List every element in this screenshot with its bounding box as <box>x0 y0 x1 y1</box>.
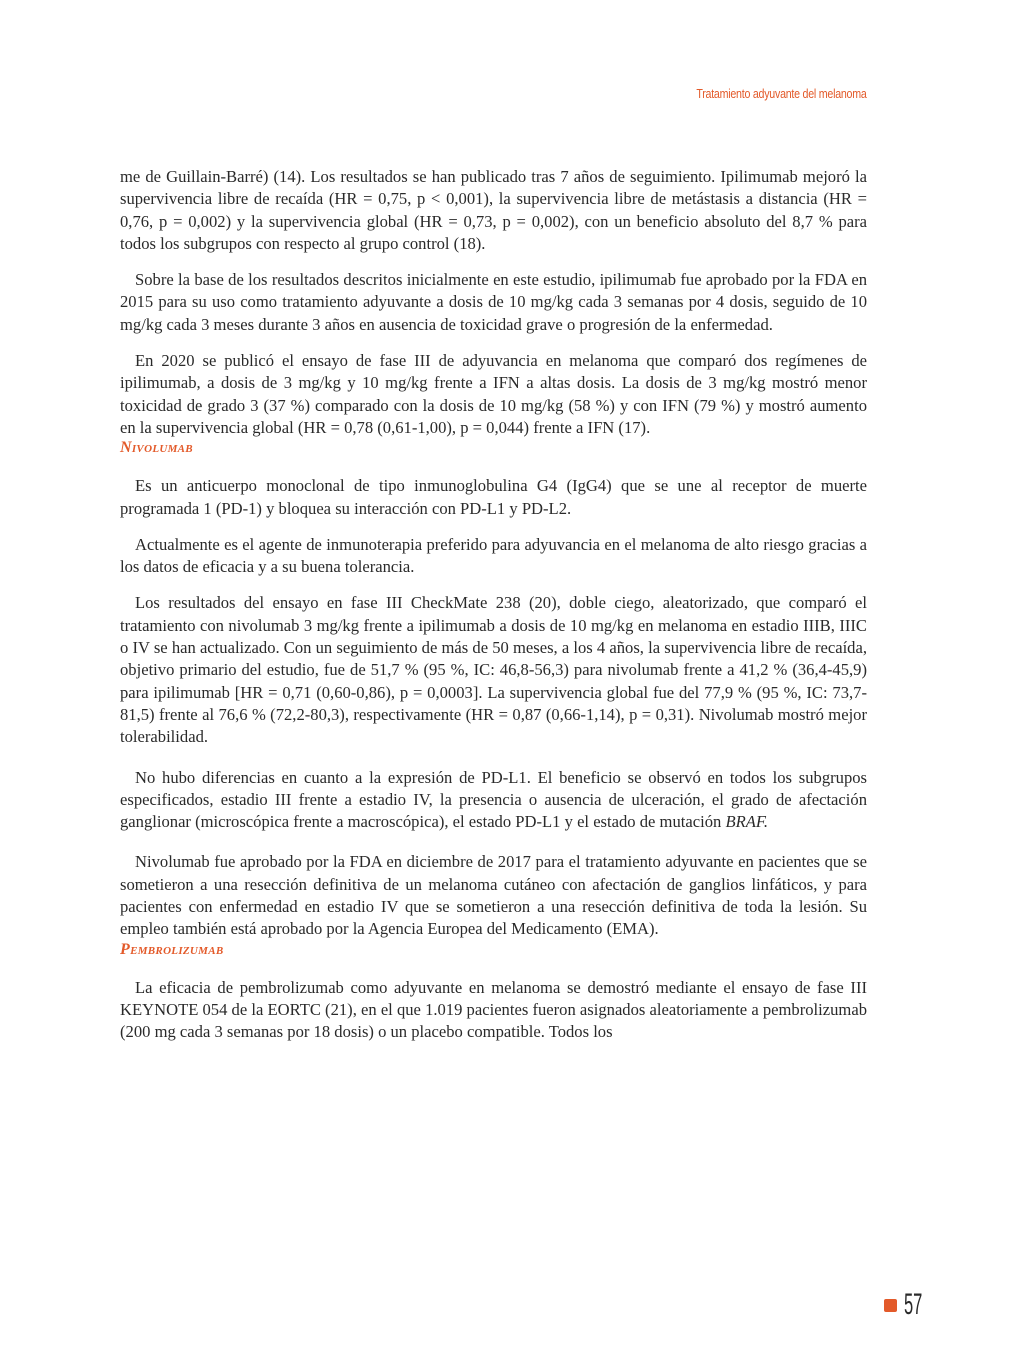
page-number: 57 <box>904 1288 923 1321</box>
page-marker-icon <box>884 1299 897 1312</box>
paragraph: En 2020 se publicó el ensayo de fase III de adyuvancia en melanoma que comparó dos regímenes de ipilimumab, a dosis de 3 mg/kg y 10 mg/kg frente a IFN a altas dosis. La dosis de 3 mg/kg mostró menor toxicidad de grado 3 (37 %) comparado con la dosis de 10 mg/kg (58 %) y con IFN (79 %) y mostró aumento en la supervivencia global (HR = 0,78 (0,61-1,00), p = 0,044) frente a IFN (17). <box>120 351 867 437</box>
section-title-pembrolizumab: Pembrolizumab <box>120 940 224 958</box>
paragraph: Es un anticuerpo monoclonal de tipo inmunoglobulina G4 (IgG4) que se une al receptor de muerte programada 1 (PD-1) y bloquea su interacción con PD-L1 y PD-L2. <box>120 476 867 518</box>
paragraph-text: No hubo diferencias en cuanto a la expresión de PD-L1. El beneficio se observó en todos los subgrupos especificados, estadio III frente a estadio IV, la presencia o ausencia de ulceración, el grado de afectación ganglionar (microscópica frente a macroscópica), el estado PD-L1 y el estado de mutación <box>120 767 867 832</box>
paragraph: La eficacia de pembrolizumab como adyuvante en melanoma se demostró mediante el ensayo de fase III KEYNOTE 054 de la EORTC (21), en el que 1.019 pacientes fueron asignados aleatoriamente a pembrolizumab (200 mg cada 3 semanas por 18 dosis) o un placebo compatible. Todos los <box>120 977 867 1042</box>
paragraph: Los resultados del ensayo en fase III CheckMate 238 (20), doble ciego, aleatorizado, que comparó el tratamiento con nivolumab 3 mg/kg frente a ipilimumab a dosis de 10 mg/kg en melanoma en estadio IIIB, IIIC o IV se han actualizado. Con un seguimiento de más de 50 meses, a los 4 años, la supervivencia libre de recaída, objetivo primario del estudio, fue de 51,7 % (95 %, IC: 46,8-56,3) para nivolumab frente a 41,2 % (36,4-45,9) para ipilimumab [HR = 0,71 (0,60-0,86), p = 0,0003]. La supervivencia global fue del 77,9 % (95 %, IC: 73,7-81,5) frente al 76,6 % (72,2-80,3), respectivamente (HR = 0,87 (0,66-1,14), p = 0,31). Nivolumab mostró mejor tolerabilidad. <box>120 593 867 747</box>
paragraph: Nivolumab fue aprobado por la FDA en diciembre de 2017 para el tratamiento adyuvante en pacientes que se sometieron a una resección definitiva de un melanoma cutáneo con afectación de ganglios linfáticos, y para pacientes con enfermedad en estadio IV que se sometieron a una resección definitiva de toda la lesión. Su empleo también está aprobado por la Agencia Europea del Medicamento (EMA). <box>120 852 867 939</box>
page-body <box>120 166 867 1044</box>
paragraph: Actualmente es el agente de inmunoterapia preferido para adyuvancia en el melanoma de alto riesgo gracias a los datos de eficacia y a su buena tolerancia. <box>120 534 867 577</box>
section-title-nivolumab: Nivolumab <box>120 439 193 457</box>
gene-name: BRAF. <box>725 812 768 832</box>
running-header: Tratamiento adyuvante del melanoma <box>696 86 867 101</box>
paragraph <box>120 767 867 834</box>
paragraph: Sobre la base de los resultados descritos inicialmente en este estudio, ipilimumab fue aprobado por la FDA en 2015 para su uso como tratamiento adyuvante a dosis de 10 mg/kg cada 3 semanas por 4 dosis, seguido de 10 mg/kg cada 3 meses durante 3 años en ausencia de toxicidad grave o progresión de la enfermedad. <box>120 270 867 334</box>
paragraph: me de Guillain-Barré) (14). Los resultados se han publicado tras 7 años de seguimiento. Ipilimumab mejoró la supervivencia libre de recaída (HR = 0,75, p < 0,001), la supervivencia libre de metástasis a distancia (HR = 0,76, p = 0,002) y la supervivencia global (HR = 0,73, p = 0,002), con un beneficio absoluto del 8,7 % para todos los subgrupos con respecto al grupo control (18). <box>120 167 867 253</box>
page-number-block <box>884 1290 926 1320</box>
